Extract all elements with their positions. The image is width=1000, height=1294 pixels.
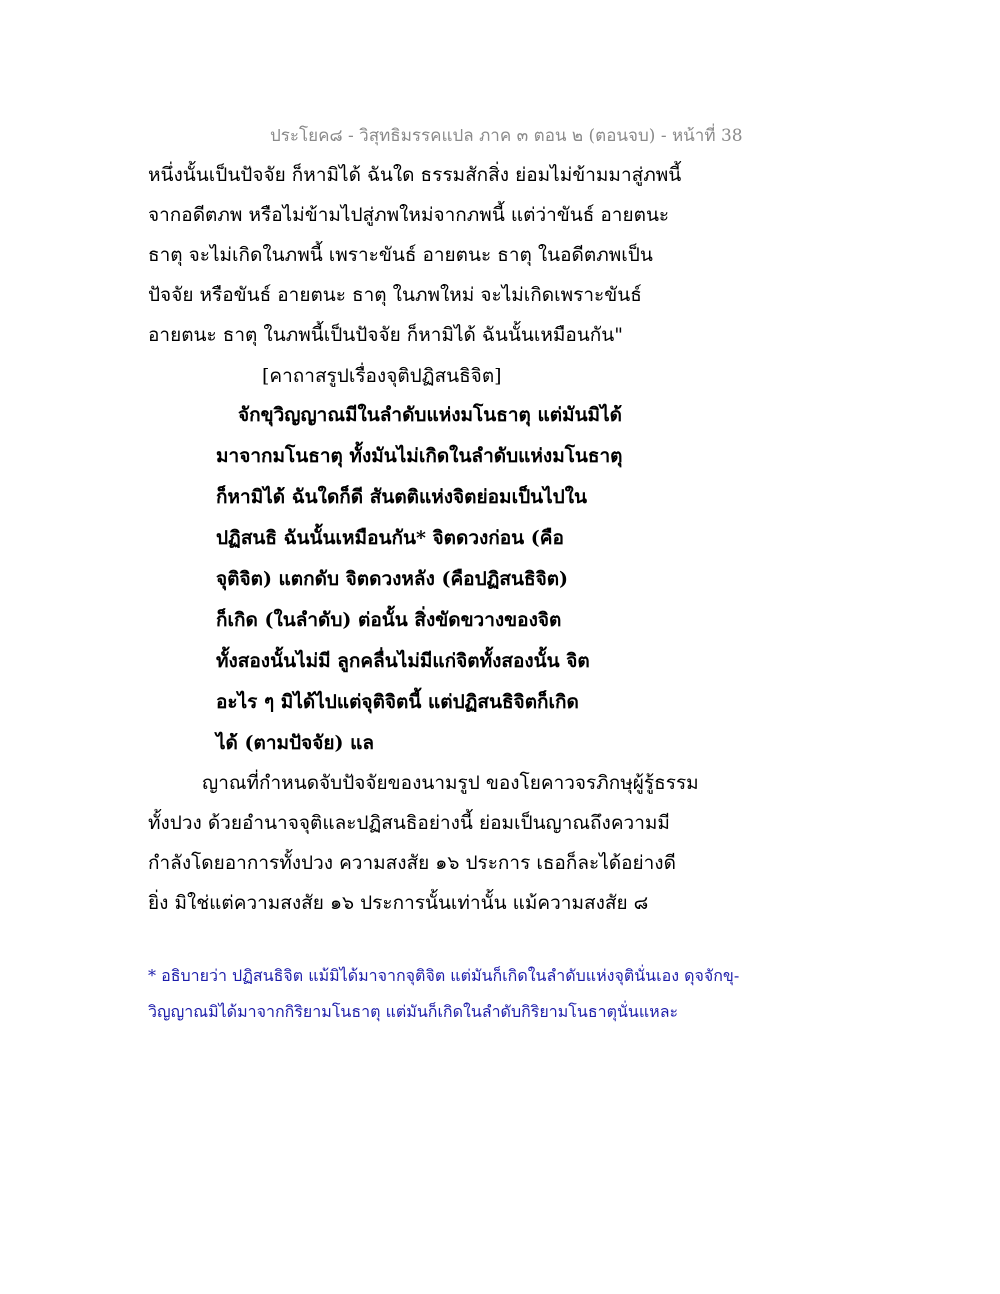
body-line: อายตนะ ธาตุ ในภพนี้เป็นปัจจัย ก็หามิได้ ฉันนั้นเหมือนกัน" (148, 324, 624, 346)
body-line: จากอดีตภพ หรือไม่ข้ามไปสู่ภพใหม่จากภพนี้ แต่ว่าขันธ์ อายตนะ (148, 204, 670, 226)
verse-line: ก็เกิด (ในลำดับ) ต่อนั้น สิ่งขัดขวางของจิต (216, 609, 562, 631)
body-line: ญาณที่กำหนดจับปัจจัยของนามรูป ของโยคาวจรภิกษุผู้รู้ธรรม (202, 772, 699, 794)
body-line: ปัจจัย หรือขันธ์ อายตนะ ธาตุ ในภพใหม่ จะไม่เกิดเพราะขันธ์ (148, 284, 642, 306)
verse-line: ปฏิสนธิ ฉันนั้นเหมือนกัน* จิตดวงก่อน (คือ (216, 527, 564, 549)
body-line: หนึ่งนั้นเป็นปัจจัย ก็หามิได้ ฉันใด ธรรมสักสิ่ง ย่อมไม่ข้ามมาสู่ภพนี้ (148, 164, 682, 186)
body-line: ยิ่ง มิใช่แต่ความสงสัย ๑๖ ประการนั้นเท่านั้น แม้ความสงสัย ๘ (148, 892, 649, 914)
footnote-line: วิญญาณมิได้มาจากกิริยามโนธาตุ แต่มันก็เกิดในลำดับกิริยามโนธาตุนั่นแหละ (148, 1002, 679, 1021)
footnote-line: * อธิบายว่า ปฏิสนธิจิต แม้มิได้มาจากจุติจิต แต่มันก็เกิดในลำดับแห่งจุตินั่นเอง ดุจจักขุ- (148, 966, 740, 985)
body-line: กำลังโดยอาการทั้งปวง ความสงสัย ๑๖ ประการ เธอก็ละได้อย่างดี (148, 852, 676, 874)
page-header: ประโยค๘ - วิสุทธิมรรคแปล ภาค ๓ ตอน ๒ (ตอนจบ) - หน้าที่ 38 (270, 126, 743, 146)
verse-line: มาจากมโนธาตุ ทั้งมันไม่เกิดในลำดับแห่งมโนธาตุ (216, 445, 623, 467)
verse-line: จุติจิต) แตกดับ จิตดวงหลัง (คือปฏิสนธิจิต) (216, 568, 569, 590)
body-line: ธาตุ จะไม่เกิดในภพนี้ เพราะขันธ์ อายตนะ ธาตุ ในอดีตภพเป็น (148, 244, 653, 266)
verse-line: อะไร ๆ มิได้ไปแต่จุติจิตนี้ แต่ปฏิสนธิจิตก็เกิด (216, 691, 579, 713)
body-line: ทั้งปวง ด้วยอำนาจจุติและปฏิสนธิอย่างนี้ ย่อมเป็นญาณถึงความมี (148, 812, 670, 834)
verse-line: จักขุวิญญาณมีในลำดับแห่งมโนธาตุ แต่มันมิได้ (238, 404, 622, 426)
verse-line: ได้ (ตามปัจจัย) แล (216, 732, 374, 754)
verse-title: [คาถาสรูปเรื่องจุติปฏิสนธิจิต] (262, 365, 502, 387)
verse-line: ก็หามิได้ ฉันใดก็ดี สันตติแห่งจิตย่อมเป็นไปใน (216, 486, 588, 508)
verse-line: ทั้งสองนั้นไม่มี ลูกคลื่นไม่มีแก่จิตทั้งสองนั้น จิต (216, 650, 590, 672)
